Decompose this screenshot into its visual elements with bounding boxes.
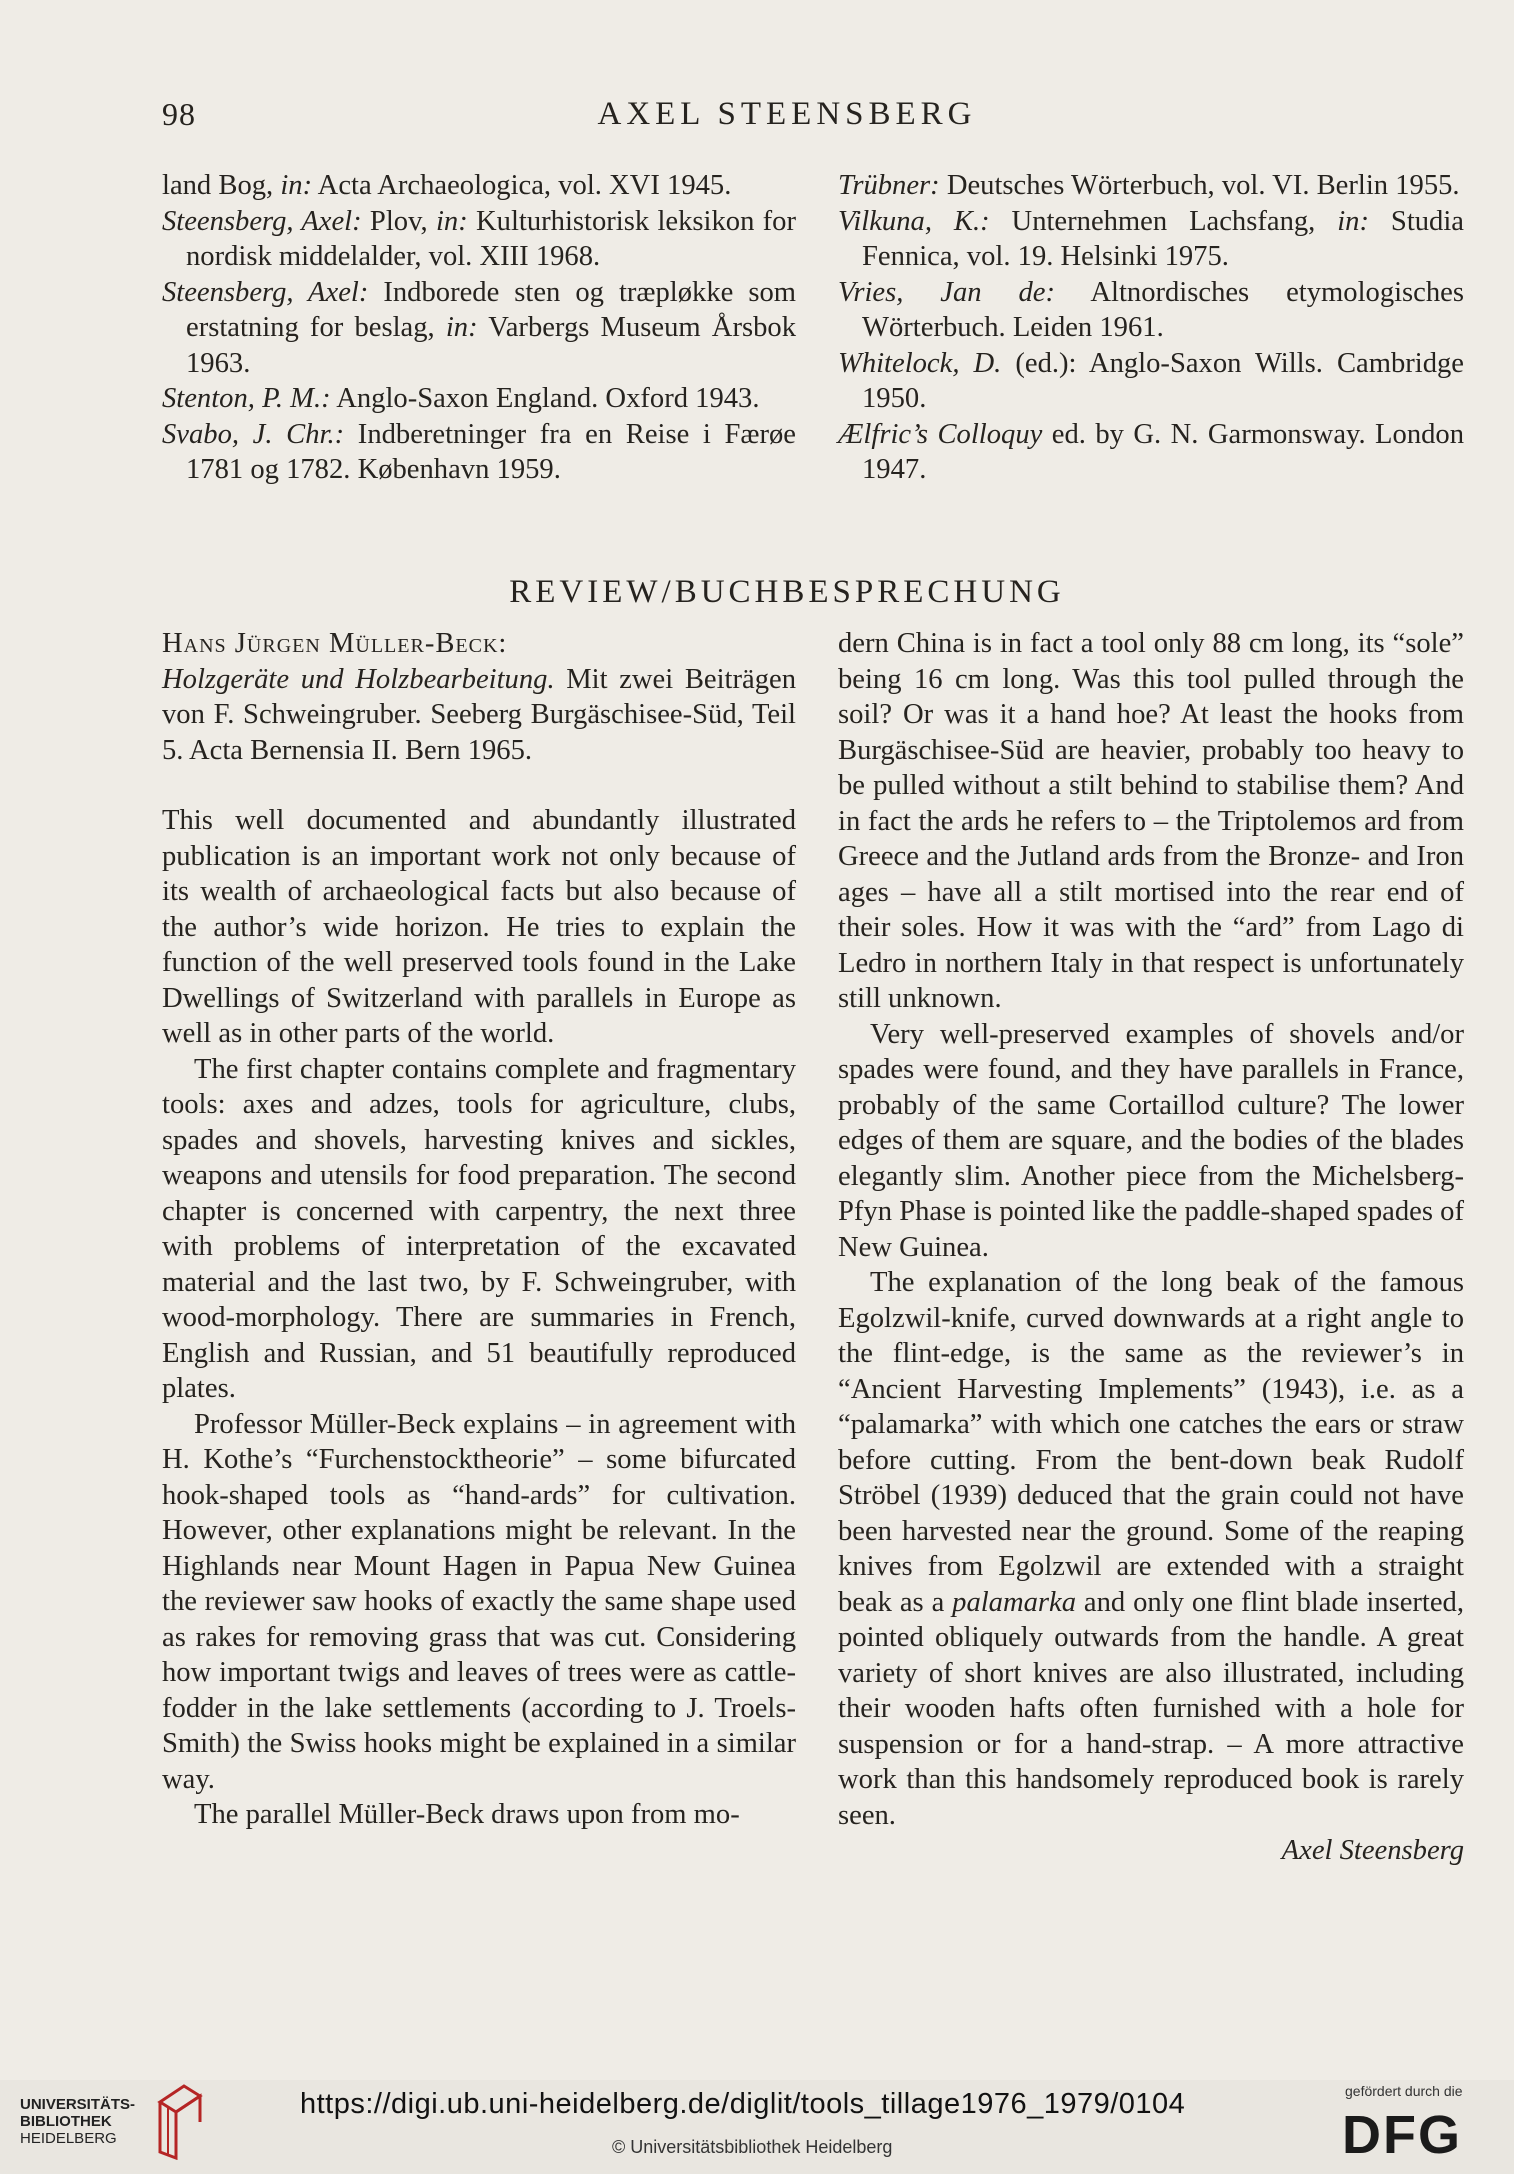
bib-entry: Ælfric’s Colloquy ed. by G. N. Garmonsway. London 1947. (838, 418, 1465, 485)
paragraph: The explanation of the long beak of the famous Egolzwil-knife, curved downwards at a right angle to the flint-edge, is the same as the reviewer’s in “Ancient Harvesting Implements” (1943), i.e. as a “palamarka” with which one catches the ears or straw before cutting. From the bent-down beak Rudolf Ströbel (1939) deduced that the grain could not have been harvested near the ground. Some of the reaping knives from Egolzwil are extended with a straight beak as a palamarka and only one flint blade inserted, pointed obliquely outwards from the handle. A great variety of short knives are also illustrated, including their wooden hafts often furnished with a hole for suspension or for a hand-strap. – A more attractive work than this handsomely reproduced book is rarely seen. (838, 1267, 1464, 1831)
review-signature: Axel Steensberg (1281, 1835, 1464, 1866)
review-body-left (162, 803, 796, 1833)
book-title: Holzgeräte und Holzbearbeitung. (162, 663, 555, 695)
paragraph: dern China is in fact a tool only 88 cm long, its “sole” being 16 cm long. Was this tool pulled through the soil? Or was it a hand hoe? At least the hooks from Burgäschisee-Süd are heavier, probably too heavy to be pulled without a stilt behind to stabilise them? And in fact the ards he refers to – the Triptolemos ard from Greece and the Jutland ards from the Bronze- and Iron ages – have all a stilt mortised into the rear end of their soles. How it was with the “ard” from Lago di Ledro in northern Italy in that respect is unfortunately still unknown. (838, 628, 1464, 1014)
page-header (0, 96, 1514, 146)
review-body-right (838, 626, 1464, 1833)
bib-entry: Vilkuna, K.: Unternehmen Lachsfang, in: Studia Fennica, vol. 19. Helsinki 1975. (838, 205, 1464, 272)
copyright-notice: © Universitätsbibliothek Heidelberg (612, 2137, 893, 2157)
running-title: AXEL STEENSBERG (597, 96, 977, 132)
bib-entry: Svabo, J. Chr.: Indberetninger fra en Reise i Færøe 1781 og 1782. København 1959. (162, 418, 796, 485)
paragraph: This well documented and abundantly illustrated publication is an important work not only because of its wealth of archaeological facts but also because of the author’s wide horizon. He tries to explain the function of the well preserved tools found in the Lake Dwellings of Switzerland with parallels in Europe as well as in other parts of the world. (162, 805, 796, 1049)
review-right-column (838, 626, 1464, 1869)
paragraph: Very well-preserved examples of shovels and/or spades were found, and they have parallels in France, probably of the same Cortaillod culture? The lower edges of them are square, and the bodies of the blades elegantly slim. Another piece from the Michelsberg-Pfyn Phase is pointed like the paddle-shaped spades of New Guinea. (838, 1018, 1464, 1263)
review-citation (162, 626, 796, 768)
section-heading: REVIEW/BUCHBESPRECHUNG (509, 574, 1065, 610)
funding-note: gefördert durch die (1345, 2083, 1463, 2099)
bib-entry: Steensberg, Axel: Plov, in: Kulturhistorisk leksikon for nordisk middelalder, vol. XIII 1968. (162, 205, 796, 272)
bib-entry: Vries, Jan de: Altnordisches etymologisches Wörterbuch. Leiden 1961. (838, 276, 1464, 343)
bib-entry: land Bog, in: Acta Archaeologica, vol. XVI 1945. (162, 170, 732, 201)
page-number: 98 (162, 96, 196, 132)
library-mark-icon (150, 2082, 210, 2160)
library-logo: UNIVERSITÄTS- BIBLIOTHEK HEIDELBERG (20, 2096, 136, 2147)
paragraph: Professor Müller-Beck explains – in agreement with H. Kothe’s “Furchenstocktheorie” – some bifurcated hook-shaped tools as “hand-ards” for cultivation. However, other explanations might be relevant. In the Highlands near Mount Hagen in Papua New Guinea the reviewer saw hooks of exactly the same shape used as rakes for removing grass that was cut. Considering how important twigs and leaves of trees were as cattle-fodder in the lake settlements (according to J. Troels-Smith) the Swiss hooks might be explained in a similar way. (162, 1408, 796, 1795)
bib-entry: Whitelock, D. (ed.): Anglo-Saxon Wills. Cambridge 1950. (838, 347, 1464, 414)
bib-entry: Stenton, P. M.: Anglo-Saxon England. Oxford 1943. (162, 383, 760, 414)
review-left-column (162, 626, 796, 1833)
review-author: Hans Jürgen Müller-Beck: (162, 628, 508, 659)
bib-entry: Trübner: Deutsches Wörterbuch, vol. VI. Berlin 1955. (838, 170, 1460, 201)
page-url-link[interactable]: https://digi.ub.uni-heidelberg.de/diglit/tools_tillage1976_1979/0104 (300, 2088, 1186, 2120)
bib-entry: Steensberg, Axel: Indborede sten og træpløkke som erstatning for beslag, in: Varbergs Museum Årsbok 1963. (162, 276, 796, 379)
bibliography-left (162, 168, 796, 488)
bibliography-right (838, 168, 1464, 488)
review-book (162, 662, 796, 769)
book-details: Mit zwei Beiträgen von F. Schweingruber. Seeberg Burgäschisee-Süd, Teil 5. Acta Bernensia II. Bern 1965. (162, 663, 796, 766)
paragraph: The parallel Müller-Beck draws upon from mo- (194, 1799, 740, 1830)
dfg-logo: DFG (1342, 2105, 1462, 2165)
paragraph: The first chapter contains complete and fragmentary tools: axes and adzes, tools for agriculture, clubs, spades and shovels, harvesting knives and sickles, weapons and utensils for food preparation. The second chapter is concerned with carpentry, the next three with problems of interpretation of the excavated material and the last two, by F. Schweingruber, with wood-morphology. There are summaries in French, English and Russian, and 51 beautifully reproduced plates. (162, 1053, 796, 1404)
